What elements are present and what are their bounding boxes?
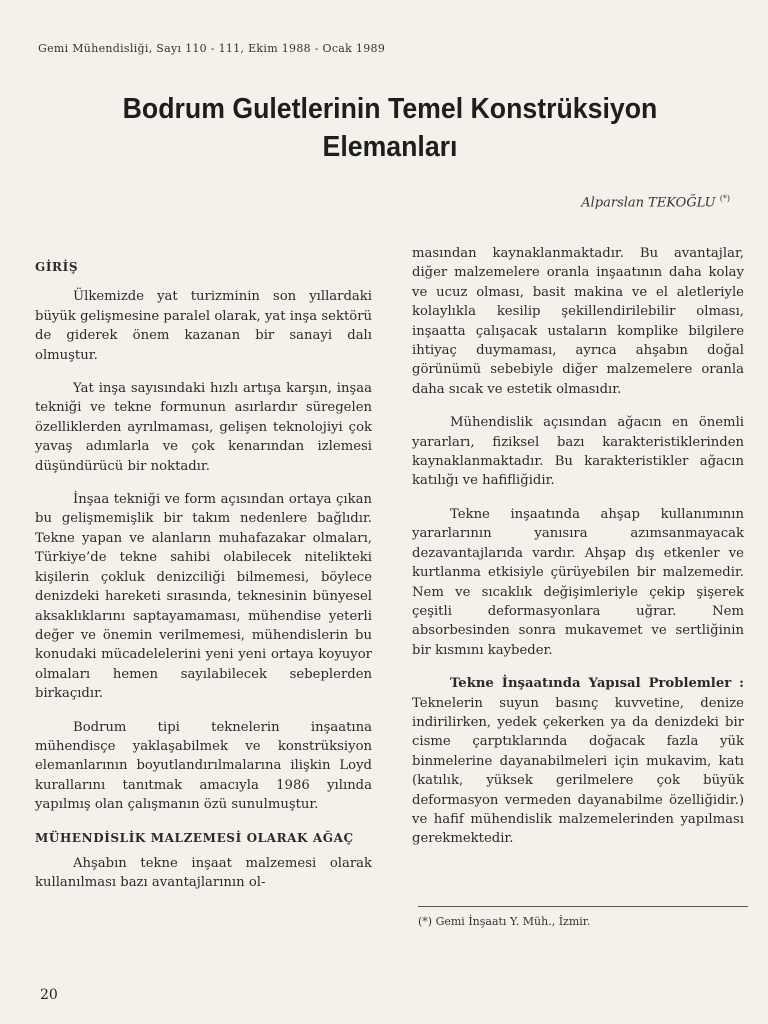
section-heading-material: MÜHENDİSLİK MALZEMESİ OLARAK AĞAÇ	[35, 830, 354, 845]
author-footnote-marker: (*)	[719, 194, 730, 203]
paragraph: İnşaa tekniği ve form açısından ortaya çıkan bu gelişmemişlik bir takım nedenlere bağlıdır. Tekne yapan ve alanların muhafazakar olmaları, Türkiye’de tekne sahibi olabilecek nitelikteki kişilerin çokluk denizciliği bilmemesi, böylece denizdeki hareketi sırasında, teknesinin bünyesel aksaklıklarını saptayamaması, mühendise yeterli değer ve önemin verilmemesi, mühendislerin bu konudaki mücadelelerini yeni yeni ortaya koyuyor olmaları hemen sayılabilecek sebeplerden birkaçıdır.	[35, 492, 372, 702]
subsection-title: Tekne İnşaatında Yapısal Problemler :	[450, 676, 744, 692]
paragraph-structural-problems	[412, 674, 744, 849]
title-line-2: Elemanları	[322, 131, 458, 163]
subsection-body: Teknelerin suyun basınç kuvvetine, denize indirilirken, yedek çekerken ya da denizdeki bir cisme çarptıklarında doğacak fazla yük binmelerine dayanabilmeleri için mukavim, katı (katılık, yüksek gerilmelere çok büyük deformasyon vermeden dayanabilme özelliğidir.) ve hafif mühendislik malzemelerinden yapılması gerekmektedir.	[412, 695, 744, 847]
right-column	[412, 244, 744, 863]
section-heading-intro: GİRİŞ	[35, 260, 79, 274]
paragraph: masından kaynaklanmaktadır. Bu avantajlar, diğer malzemelere oranla inşaatının daha kolay ve ucuz olması, basit makina ve el aletleriyle kolaylıkla kesilip şekillendirilebilir olması, inşaatta çalışacak ustaların komplike bilgilere ihtiyaç duymaması, ayrıca ahşabın doğal görünümü sebebiyle diğer malzemelere oranla daha sıcak ve estetik olmasıdır.	[412, 246, 744, 397]
author-name: Alparslan TEKOĞLU	[581, 195, 716, 211]
paragraph: Ahşabın tekne inşaat malzemesi olarak kullanılması bazı avantajlarının ol-	[35, 855, 372, 891]
article-title	[86, 90, 693, 166]
paragraph: Yat inşa sayısındaki hızlı artışa karşın, inşaa tekniği ve tekne formunun asırlardır süregelen özelliklerden ayrılmaması, gelişen teknolojiyi çok yavaş adımlarla ve çok kenarından izlemesi düşündürücü bir noktadır.	[35, 381, 372, 474]
paragraph: Mühendislik açısından ağacın en önemli yararları, fiziksel bazı karakteristiklerinden kaynaklanmaktadır. Bu karakteristikler ağacın katılığı ve hafifliğidir.	[412, 415, 744, 489]
author-byline	[581, 194, 730, 210]
title-line-1: Bodrum Guletlerinin Temel Konstrüksiyon	[122, 93, 658, 125]
paragraph: Bodrum tipi teknelerin inşaatına mühendisçe yaklaşabilmek ve konstrüksiyon elemanlarının boyutlandırılmalarına ilişkin Loyd kurallarını tanıtmak amacıyla 1986 yılında yapılmış olan çalışmanın özü sunulmuştur.	[35, 719, 372, 813]
running-header: Gemi Mühendisliği, Sayı 110 - 111, Ekim 1988 - Ocak 1989	[38, 42, 386, 55]
left-column	[35, 252, 372, 907]
paragraph: Ülkemizde yat turizminin son yıllardaki büyük gelişmesine paralel olarak, yat inşa sektörü de giderek önem kazanan bir sanayi dalı olmuştur.	[35, 289, 372, 363]
paragraph: Tekne inşaatında ahşap kullanımının yararlarının yanısıra azımsanmayacak dezavantajlarıda vardır. Ahşap dış etkenler ve kurtlanma etkisiyle çürüyebilen bir malzemedir. Nem ve sıcaklık değişimleriyle çekip şişerek çeşitli deformasyonlara uğrar. Nem absorbesinden sonra mukavemet ve sertliğinin bir kısmını kaybeder.	[412, 506, 744, 658]
footnote: (*) Gemi İnşaatı Y. Müh., İzmir.	[418, 906, 748, 928]
page-number: 20	[40, 987, 58, 1003]
